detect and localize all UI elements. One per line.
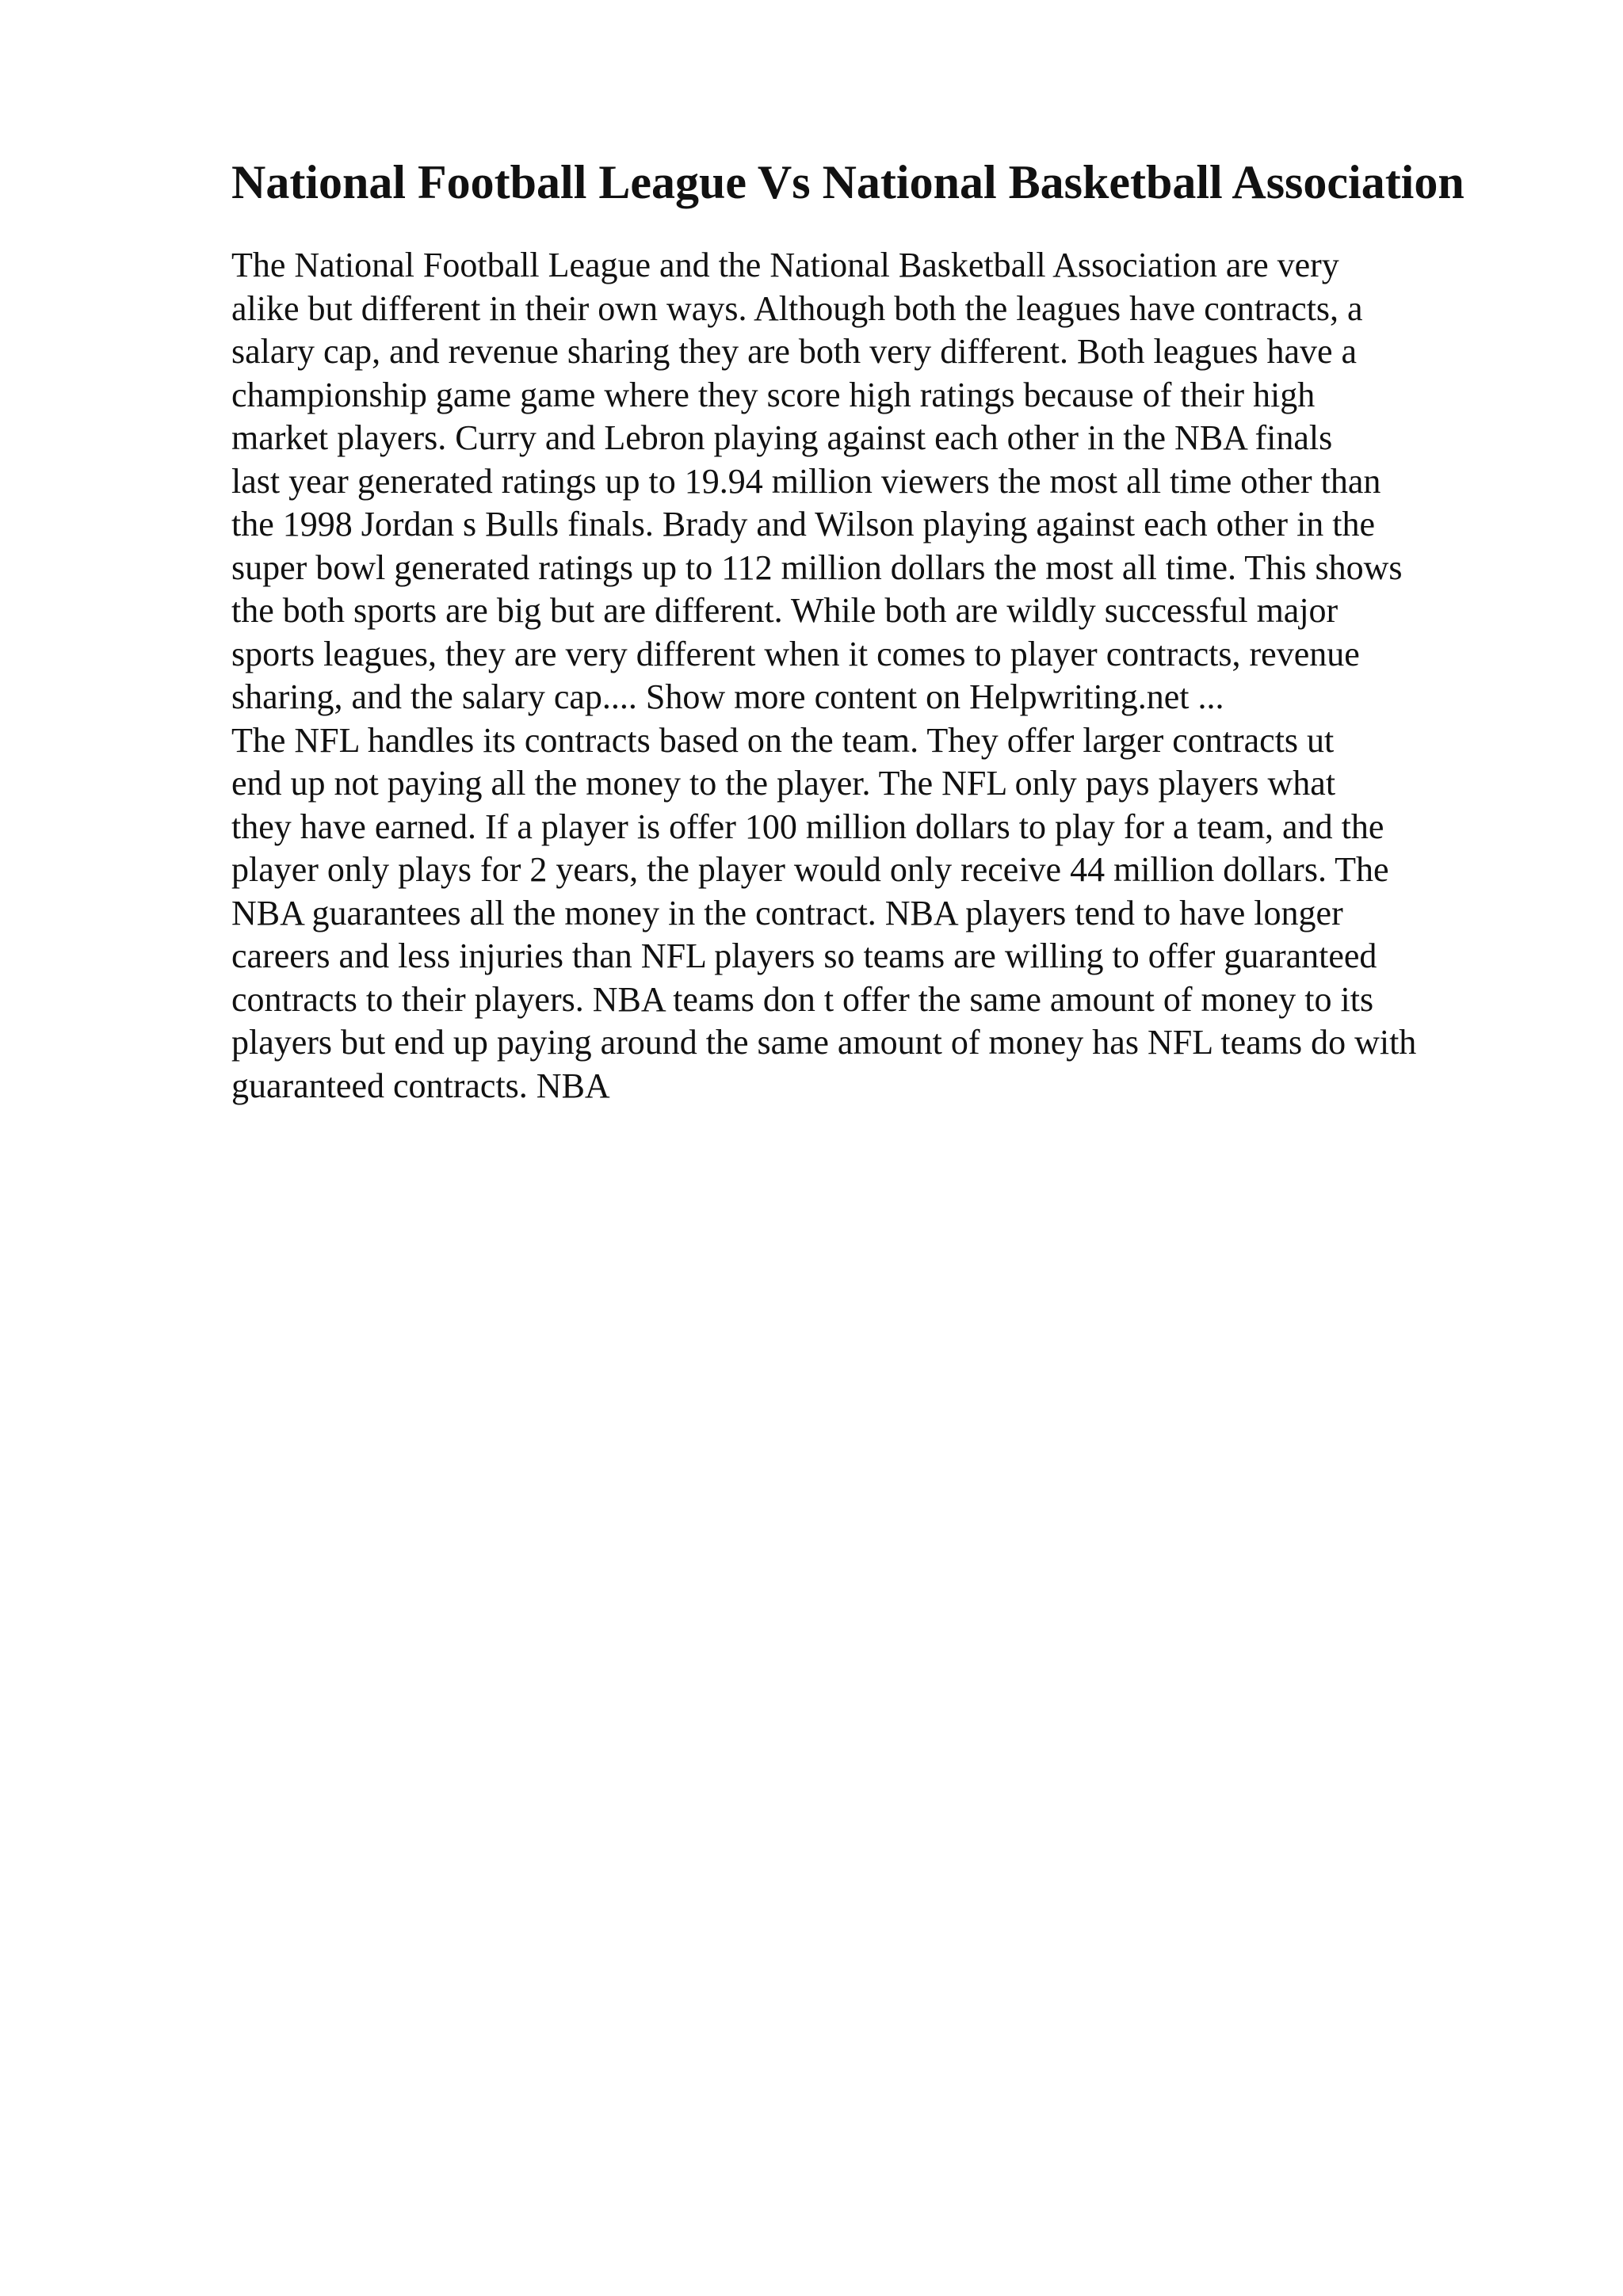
body-line: NBA guarantees all the money in the contract. NBA players tend to have longer: [231, 893, 1343, 933]
body-line: guaranteed contracts. NBA: [231, 1066, 610, 1105]
body-line: players but end up paying around the same amount of money has NFL teams do with: [231, 1023, 1417, 1062]
body-line: the both sports are big but are different. While both are wildly successful major: [231, 591, 1338, 630]
body-line: salary cap, and revenue sharing they are both very different. Both leagues have a: [231, 332, 1358, 371]
body-line: championship game game where they score high ratings because of their high: [231, 375, 1316, 414]
body-line: careers and less injuries than NFL players so teams are willing to offer guaranteed: [231, 936, 1377, 975]
document-title: National Football League Vs National Basketball Association: [231, 156, 1465, 208]
body-line: end up not paying all the money to the player. The NFL only pays players what: [231, 764, 1336, 803]
document-body: [231, 244, 1416, 1108]
body-line: The NFL handles its contracts based on the team. They offer larger contracts ut: [231, 720, 1335, 760]
body-line: market players. Curry and Lebron playing against each other in the NBA finals: [231, 418, 1333, 457]
body-line: the 1998 Jordan s Bulls finals. Brady and Wilson playing against each other in the: [231, 505, 1376, 543]
body-line: sharing, and the salary cap.... Show more content on Helpwriting.net ...: [231, 677, 1224, 716]
body-line: super bowl generated ratings up to 112 million dollars the most all time. This shows: [231, 547, 1403, 587]
body-line: they have earned. If a player is offer 100 million dollars to play for a team, and the: [231, 807, 1384, 846]
body-line: contracts to their players. NBA teams don t offer the same amount of money to its: [231, 979, 1374, 1019]
body-line: player only plays for 2 years, the player would only receive 44 million dollars. The: [231, 850, 1389, 889]
body-line: last year generated ratings up to 19.94 million viewers the most all time other than: [231, 461, 1381, 501]
body-line: alike but different in their own ways. Although both the leagues have contracts, a: [231, 288, 1363, 328]
body-line: sports leagues, they are very different when it comes to player contracts, revenue: [231, 634, 1360, 673]
body-line: The National Football League and the National Basketball Association are very: [231, 246, 1339, 284]
